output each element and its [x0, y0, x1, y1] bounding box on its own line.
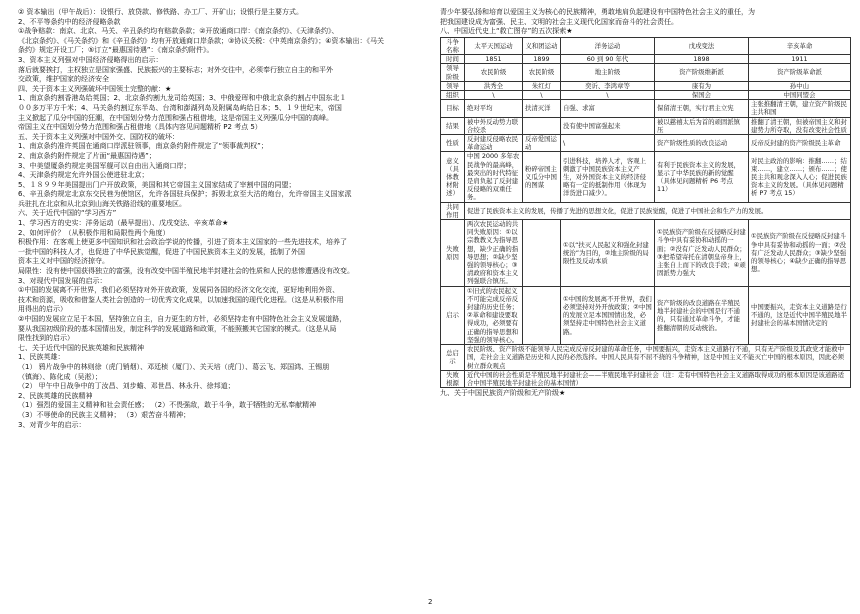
- text-line: 主义掀起了瓜分中国的狂潮，在中国划分势力范围和强占租借地，这是帝国主义列强瓜分中国的高峰。: [18, 113, 333, 122]
- table-cell: 近代中国的社会性质是半殖民地半封建社会——半殖民地半封建社会（注：走有中国特色社会主义道路取得成功的根本原因是该道路适合中国半殖民地半封建社会的基本国情）: [465, 370, 851, 387]
- table-cell: 主张推翻清王朝，建立资产阶级民主共和国: [749, 100, 851, 117]
- table-cell: 朱红灯: [523, 81, 561, 90]
- table-cell: 孙中山: [749, 81, 851, 90]
- table-cell: 反封建反侵略农民革命运动: [465, 135, 523, 152]
- table-cell: 保留清王朝，实行君主立宪: [655, 100, 749, 117]
- text-line: 《北京条约》、《马关条约》和《辛丑条约》均有开放通商口岸条款；③协议关税：《中英南京条约》；④资本输出：《马关: [18, 36, 385, 45]
- text-line: 1、南京条约割香港岛给英国；2、北京条约割九龙司给英国；3、中俄爱珲和中俄北京条约割占中国东北１: [18, 94, 347, 103]
- table-row: [441, 286, 851, 344]
- table-row: [441, 91, 851, 100]
- row-label-cell: 失败原因: [441, 220, 465, 287]
- table-row: [441, 345, 851, 371]
- table-cell: 农民阶级: [523, 64, 561, 81]
- intro-line: 八、中国近代史上“救亡图存”的五次探索★: [440, 27, 573, 36]
- text-line: ②中国的发展应立足于本国，坚持独立自主，自力更生的方针，必须坚持走有中国特色社会主义发展道路，: [18, 315, 347, 323]
- text-line: 兵驻扎在北京和从北京到山海关铁路沿线的重要地区。: [18, 199, 186, 208]
- table-cell: ①旧式的农民起义不可能完成反帝反封建的历史任务；②革命和建设要取得成功，必须要有正确的指导思想和坚强的领导核心。: [465, 286, 523, 344]
- text-line: （1） 鸦片战争中的林则徐（虎门销烟）、邓廷桢（厦门）、关天培（虎门）、葛云飞、郑国鸿、王锡朋: [18, 362, 330, 371]
- table-cell: 有利于民族资本主义的发展，显示了中华民族的新的觉醒（具体见问题精析 P6 考点 11）: [655, 152, 749, 202]
- text-line: 3、中美望厦条约规定美国军舰可以自由出入通商口岸；: [18, 161, 191, 170]
- text-line: 七、关于近代中国的民族英雄和民族精神: [18, 343, 144, 352]
- text-line: 1、南京条约准许英国在通商口岸派驻领事，南京条约附件规定了“领事裁判权”；: [18, 142, 268, 151]
- table-cell: 反帝反封建的资产阶级民主革命: [749, 135, 851, 152]
- header-cell: 义和团运动: [523, 37, 561, 54]
- text-line: 2、如何评价？（从积极作用和局限性两个角度）: [18, 228, 170, 237]
- text-line: 限性找到的启示）: [18, 334, 74, 343]
- row-label-cell: 结果: [441, 117, 465, 134]
- table-row: [441, 117, 851, 134]
- table-cell: 对民主政治的影响：推翻……；结束……，建立……；颁布……；使民主共和观念深入人心；促进民族资本主义的发展。（具体见问题精析 P7 考点 15）: [749, 152, 851, 202]
- row-label-cell: 共同作用: [441, 202, 465, 219]
- text-line: ①中国的发展离不开世界，我们必须坚持对外开放政策，发展同各国的经济文化交流，更好地利用外资、: [18, 286, 340, 295]
- row-label-cell: 启示: [441, 286, 465, 344]
- table-cell: \: [465, 91, 523, 100]
- text-line: 五、关于资本主义列强对中国外交、国防权的破坏：: [18, 132, 179, 141]
- table-cell: 自强、求富: [561, 100, 655, 117]
- table-cell: 中国 2000 多年农民战争的最高峰，最突出的时代特征是肩负起了反封建反侵略的双重任务。: [465, 152, 523, 202]
- text-line: 六、关于近代中国的“学习西方”: [18, 209, 117, 218]
- table-cell: \: [561, 135, 655, 152]
- table-cell: 资产阶级的改良道路在半殖民地半封建社会的中国是行不通的，只有通过革命斗争，才能推翻清朝的反动统治。: [655, 286, 749, 344]
- table-cell: 粉碎帝国主义瓜分中国的图谋: [523, 152, 561, 202]
- row-label-cell: 领导阶级: [441, 64, 465, 81]
- table-cell: 保国会: [655, 91, 749, 100]
- table-cell: 1898: [655, 55, 749, 64]
- table-cell: 资产阶级性质的改良运动: [655, 135, 749, 152]
- left-column: [18, 8, 430, 430]
- table-cell: 1851: [465, 55, 523, 64]
- table-cell: 洪秀全: [465, 81, 523, 90]
- table-cell: 1911: [749, 55, 851, 64]
- row-label-cell: 总启示: [441, 345, 465, 371]
- table-row: [441, 202, 851, 219]
- text-line: 3、资本主义列强对中国经济侵略得出的启示：: [18, 55, 163, 64]
- row-label-cell: 目标: [441, 100, 465, 117]
- text-line: 技术和资源，吸收和借鉴人类社会创造的一切优秀文化成果，以加速我国的现代化进程。（这是从积极作用: [18, 295, 344, 304]
- table-cell: [523, 220, 561, 287]
- table-cell: 扶清灭洋: [523, 100, 561, 117]
- table-cell: 1899: [523, 55, 561, 64]
- table-row: [441, 220, 851, 287]
- table-cell: \: [561, 91, 655, 100]
- table-cell: 促进了民族资本主义的发展，传播了先进的思想文化，促进了民族觉醒，促进了中国社会和生产力的发展。: [465, 202, 851, 219]
- table-row: [441, 55, 851, 64]
- table-row: [441, 152, 851, 202]
- table-cell: 推翻了清王朝，但被帝国主义和封建势力所夺取，没有改变社会性质: [749, 117, 851, 134]
- text-line: （3）不辱使命的民族主义精神； （3）艰苦奋斗精神；: [18, 410, 191, 419]
- header-cell: 辛亥革命: [749, 37, 851, 54]
- text-line: 条约》规定开设工厂；⑤订立“最惠国待遇”：《南京条约附件》。: [18, 46, 214, 55]
- text-line: （2） 甲午中日战争中的丁汝昌、刘步蟾、邓世昌、林永升、徐邦道；: [18, 382, 235, 391]
- text-line: 一批中国的科技人才，也促进了中华民族觉醒，促进了中国民族资本主义的发展，抵制了外国: [18, 247, 305, 256]
- text-line: 帝国主义在中国划分势力范围和强占租借地（具体内容见问题精析 P2 考点 5）: [18, 123, 262, 132]
- text-line: 2、南京条约附件规定了片面“最惠国待遇”；: [18, 151, 156, 160]
- table-cell: 60 到 90 年代: [561, 55, 655, 64]
- row-label-cell: 时间: [441, 55, 465, 64]
- text-line: 资本主义对中国的经济掠夺。: [18, 257, 109, 266]
- text-line: 6、辛丑条约规定北京东交民巷为使馆区，允许各国驻兵保护；拆毁北京至大沽的炮台，允许帝国主义国家派: [18, 190, 352, 199]
- row-label-cell: 组织: [441, 91, 465, 100]
- text-line: 3、对现代中国发展的启示：: [18, 276, 107, 285]
- header-cell: 太平天国运动: [465, 37, 523, 54]
- table-cell: 地主阶级: [561, 64, 655, 81]
- text-line: 积极作用：在客观上使更多中国知识和社会政治学说的传播，引进了资本主义国家的一些先进技术，培养了: [18, 238, 347, 247]
- section-nine-heading: 九、关于中国民族资产阶级和无产阶级★: [440, 389, 566, 398]
- text-line: 3、对青少年的启示：: [18, 420, 86, 429]
- text-line: （1）强烈的爱国主义精神和社会责任感； （2）不畏强敌，敢于斗争，敢于牺牲的无私奉献精神: [18, 401, 317, 410]
- text-line: 2、不平等条约中的经济侵略条款: [18, 17, 121, 26]
- table-cell: 农民阶级: [465, 64, 523, 81]
- header-cell: 戊戌变法: [655, 37, 749, 54]
- table-header-row: [441, 37, 851, 54]
- text-line: 要从我国初级阶段的基本国情出发，制定科学的发展道路和政策，不能照搬其它国家的模式。（这是从局: [18, 324, 337, 333]
- table-cell: ①中国的发展离不开世界，我们必须坚持对外开放政策；②中国的发展立足本国国情出发，必须坚持走中国特色社会主义道路。: [561, 286, 655, 344]
- right-intro: [440, 8, 850, 37]
- table-row: [441, 135, 851, 152]
- table-cell: ①民族资产阶级在反侵略反封建斗争中具有妥协和动摇的一面；②没有广泛发动人民群众；③把希望寄托在清朝皇帝身上，主张自上而下的改良手段；④顽固派势力强大: [655, 220, 749, 287]
- table-cell: [523, 286, 561, 344]
- table-cell: 被以慈禧太后为首的顽固派镇压: [655, 117, 749, 134]
- text-line: ①战争赔款：南京、北京、马关、辛丑条约均有赔款条款；②开放通商口岸：《南京条约》、《天津条约》、: [18, 27, 339, 36]
- table-cell: 农民阶级、资产阶级不能领导人民完成反帝反封建的革命任务，中国要振兴，走资本主义道路行不通，只有无产阶级及其政党才能救中国，走社会主义道路是历史和人民的必然选择。中国人民具有不屈不挠的斗争精神，这是中国主义不能灭亡中国的根本原因，因此必须树立群众观点: [465, 345, 851, 371]
- table-cell: 两次农民运动的共同失败原因：①以宗教教义为指导思想，缺少正确的指导思想；②缺少坚强的领导核心；③清政府和资本主义列强联合镇压。: [465, 220, 523, 287]
- text-line: 5、１８９９年美国提出门户开放政策，美国和其它帝国主义国家结成了宰割中国的同盟；: [18, 180, 296, 189]
- text-line: 1、学习西方的史实：洋务运动（最早提出）、戊戌变法、辛亥革命★: [18, 219, 229, 228]
- table-cell: ①以“扶灭人民起义和强化封建统治”为目的，②地主阶级的局限性及反动本质: [561, 220, 655, 287]
- text-line: （镇海）、陈化成（吴淞）；: [18, 372, 102, 381]
- right-column: [440, 8, 850, 399]
- table-cell: 康有为: [655, 81, 749, 90]
- exploration-table: [440, 37, 851, 388]
- table-cell: [523, 117, 561, 134]
- text-line: 落后就要挨打，主权独立是国家强盛、民族振兴的主要标志；对外交往中，必须奉行独立自主的和平外: [18, 65, 333, 74]
- row-label-cell: 意义（具体教材附述）: [441, 152, 465, 202]
- header-cell: 斗争名称: [441, 37, 465, 54]
- table-cell: 引进科技，培养人才，客观上刺激了中国民族资本主义产生，对外国资本主义的经济侵略有一定的抵制作用（体现为洋货进口减少）。: [561, 152, 655, 202]
- text-line: ② 资本输出（甲午战后）：设银行、放贷款、修铁路、办工厂、开矿山；设银行是主要方式。: [18, 8, 303, 16]
- text-line: 4、天津条约规定允许外国公使进驻北京；: [18, 171, 149, 180]
- text-line: 局限性：没有使中国获得独立的富强，没有改变中国半殖民地半封建社会的性质和人民的悲惨遭遇没有改变。: [18, 267, 354, 276]
- text-line: 2、民族英雄的民族精神: [18, 391, 93, 400]
- table-cell: 奕䜣、李鸿章等: [561, 81, 655, 90]
- intro-line: 青少年要弘扬和培育以爱国主义为核心的民族精神，勇敢地肩负起建设有中国特色社会主义的重任，为: [440, 8, 755, 16]
- header-cell: 洋务运动: [561, 37, 655, 54]
- table-cell: \: [523, 91, 561, 100]
- table-row: [441, 64, 851, 81]
- text-line: ００多万平方千米；4、马关条约割辽东半岛、台湾和澎湖列岛及附属岛屿给日本；5、１９世纪末，帝国: [18, 103, 342, 112]
- table-row: [441, 100, 851, 117]
- text-line: 用得出的启示）: [18, 305, 67, 314]
- table-cell: 中国要振兴，走资本主义道路是行不通的，这是近代中国半殖民地半封建社会的基本国情决定的: [749, 286, 851, 344]
- row-label-cell: 领导: [441, 81, 465, 90]
- table-cell: 反帝爱国运动: [523, 135, 561, 152]
- table-row: [441, 81, 851, 90]
- table-cell: ①民族资产阶级在反侵略反封建斗争中具有妥协和动摇的一面；②没有广泛发动人民群众；③缺少坚强的领导核心；④缺少正确的指导思想。: [749, 220, 851, 287]
- table-row: [441, 370, 851, 387]
- row-label-cell: 失败根源: [441, 370, 465, 387]
- table-cell: 资产阶级维新派: [655, 64, 749, 81]
- table-cell: 没有使中国富强起来: [561, 117, 655, 134]
- table-cell: 绝对平均: [465, 100, 523, 117]
- text-line: 1、民族英雄：: [18, 353, 65, 362]
- text-line: 四、关于资本主义列强破坏中国领土完整的献：★: [18, 84, 172, 93]
- page-number: 2: [428, 598, 433, 606]
- table-cell: 中国同盟会: [749, 91, 851, 100]
- table-cell: 资产阶级革命派: [749, 64, 851, 81]
- table-cell: 被中外反动势力联合绞杀: [465, 117, 523, 134]
- text-line: 交政策，维护国家的经济安全: [18, 75, 109, 84]
- intro-line: 把我国建设成为富强、民主、文明的社会主义现代化国家而奋斗的社会责任。: [440, 17, 678, 26]
- row-label-cell: 性质: [441, 135, 465, 152]
